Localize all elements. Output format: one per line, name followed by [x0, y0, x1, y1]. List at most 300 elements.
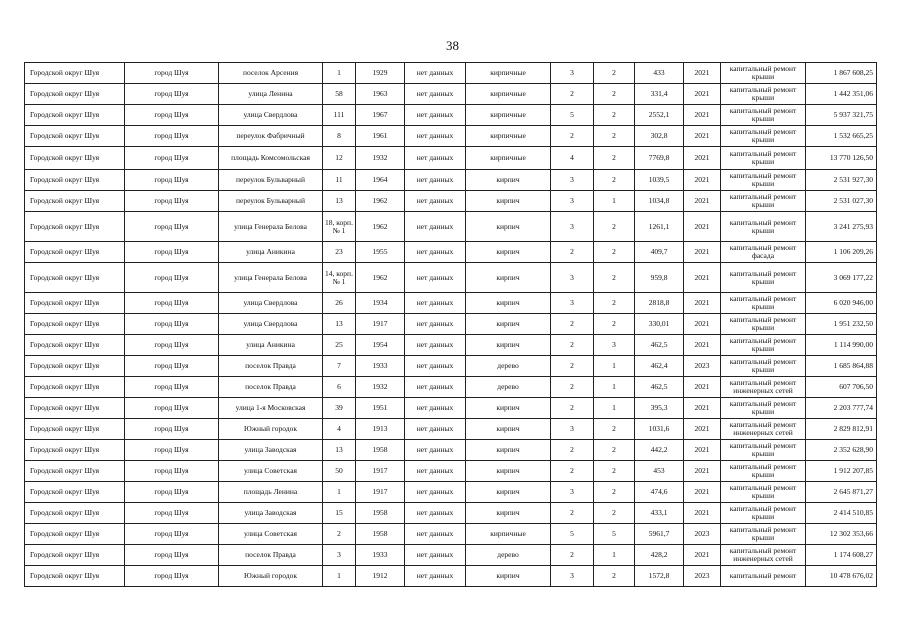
cell-area: 462,5 — [635, 377, 684, 398]
cell-build-year: 1967 — [356, 105, 405, 126]
cell-street: улица Заводская — [219, 503, 323, 524]
cell-cost: 1 174 608,27 — [806, 545, 877, 566]
cell-settlement: город Шуя — [125, 191, 219, 212]
cell-repair-year: 2021 — [684, 263, 721, 293]
cell-cost: 2 203 777,74 — [806, 398, 877, 419]
cell-build-year: 1929 — [356, 63, 405, 84]
housing-registry-table — [24, 62, 877, 587]
cell-entrances: 2 — [594, 503, 635, 524]
cell-municipality: Городской округ Шуя — [25, 126, 125, 147]
cell-commissioning: нет данных — [405, 440, 466, 461]
cell-commissioning: нет данных — [405, 482, 466, 503]
cell-wall-material: кирпич — [466, 170, 551, 191]
cell-house-number: 7 — [323, 356, 356, 377]
cell-street: улица Аникина — [219, 242, 323, 263]
cell-house-number: 4 — [323, 419, 356, 440]
cell-street: площадь Ленина — [219, 482, 323, 503]
cell-floors: 3 — [551, 212, 594, 242]
cell-build-year: 1917 — [356, 461, 405, 482]
cell-house-number: 23 — [323, 242, 356, 263]
cell-build-year: 1913 — [356, 419, 405, 440]
cell-area: 959,8 — [635, 263, 684, 293]
cell-repair-year: 2021 — [684, 242, 721, 263]
cell-repair-year: 2021 — [684, 398, 721, 419]
cell-area: 453 — [635, 461, 684, 482]
cell-repair-year: 2021 — [684, 314, 721, 335]
cell-commissioning: нет данных — [405, 503, 466, 524]
cell-wall-material: кирпич — [466, 263, 551, 293]
table-row — [25, 377, 877, 398]
cell-build-year: 1934 — [356, 293, 405, 314]
cell-street: улица 1-я Московская — [219, 398, 323, 419]
cell-settlement: город Шуя — [125, 242, 219, 263]
cell-repair-year: 2021 — [684, 212, 721, 242]
cell-street: улица Свердлова — [219, 314, 323, 335]
cell-area: 302,8 — [635, 126, 684, 147]
cell-settlement: город Шуя — [125, 566, 219, 587]
cell-area: 5961,7 — [635, 524, 684, 545]
cell-entrances: 2 — [594, 314, 635, 335]
cell-cost: 10 478 676,02 — [806, 566, 877, 587]
cell-entrances: 1 — [594, 545, 635, 566]
cell-entrances: 3 — [594, 335, 635, 356]
cell-settlement: город Шуя — [125, 482, 219, 503]
cell-cost: 1 106 209,26 — [806, 242, 877, 263]
cell-settlement: город Шуя — [125, 105, 219, 126]
cell-wall-material: кирпичные — [466, 147, 551, 170]
cell-settlement: город Шуя — [125, 126, 219, 147]
cell-municipality: Городской округ Шуя — [25, 335, 125, 356]
cell-street: переулок Фабричный — [219, 126, 323, 147]
cell-floors: 2 — [551, 335, 594, 356]
table-row — [25, 126, 877, 147]
cell-settlement: город Шуя — [125, 335, 219, 356]
cell-area: 330,01 — [635, 314, 684, 335]
cell-area: 1572,8 — [635, 566, 684, 587]
cell-municipality: Городской округ Шуя — [25, 566, 125, 587]
cell-repair-year: 2021 — [684, 440, 721, 461]
cell-settlement: город Шуя — [125, 356, 219, 377]
cell-wall-material: кирпич — [466, 212, 551, 242]
cell-floors: 3 — [551, 566, 594, 587]
cell-wall-material: кирпич — [466, 503, 551, 524]
table-row — [25, 105, 877, 126]
cell-entrances: 2 — [594, 212, 635, 242]
cell-street: улица Заводская — [219, 440, 323, 461]
cell-entrances: 2 — [594, 126, 635, 147]
cell-entrances: 5 — [594, 524, 635, 545]
cell-work-type: капитальный ремонт крыши — [721, 105, 806, 126]
cell-entrances: 1 — [594, 356, 635, 377]
cell-build-year: 1933 — [356, 356, 405, 377]
cell-cost: 2 829 812,91 — [806, 419, 877, 440]
cell-house-number: 18, корп. № 1 — [323, 212, 356, 242]
cell-build-year: 1917 — [356, 482, 405, 503]
cell-street: улица Аникина — [219, 335, 323, 356]
cell-floors: 3 — [551, 191, 594, 212]
cell-cost: 6 020 946,00 — [806, 293, 877, 314]
cell-area: 1261,1 — [635, 212, 684, 242]
cell-cost: 2 531 927,30 — [806, 170, 877, 191]
cell-street: Южный городок — [219, 419, 323, 440]
cell-wall-material: дерево — [466, 356, 551, 377]
cell-work-type: капитальный ремонт крыши — [721, 482, 806, 503]
cell-build-year: 1933 — [356, 545, 405, 566]
cell-commissioning: нет данных — [405, 293, 466, 314]
cell-build-year: 1958 — [356, 524, 405, 545]
cell-cost: 3 069 177,22 — [806, 263, 877, 293]
cell-work-type: капитальный ремонт фасада — [721, 242, 806, 263]
table-row — [25, 63, 877, 84]
cell-repair-year: 2021 — [684, 84, 721, 105]
cell-settlement: город Шуя — [125, 398, 219, 419]
cell-entrances: 2 — [594, 147, 635, 170]
table-row — [25, 147, 877, 170]
cell-work-type: капитальный ремонт крыши — [721, 170, 806, 191]
cell-municipality: Городской округ Шуя — [25, 524, 125, 545]
cell-cost: 13 770 126,50 — [806, 147, 877, 170]
cell-floors: 3 — [551, 293, 594, 314]
table-row — [25, 335, 877, 356]
cell-work-type: капитальный ремонт крыши — [721, 147, 806, 170]
cell-work-type: капитальный ремонт инженерных сетей — [721, 419, 806, 440]
cell-settlement: город Шуя — [125, 545, 219, 566]
cell-entrances: 2 — [594, 566, 635, 587]
cell-area: 462,4 — [635, 356, 684, 377]
cell-work-type: капитальный ремонт крыши — [721, 84, 806, 105]
cell-repair-year: 2021 — [684, 335, 721, 356]
cell-work-type: капитальный ремонт крыши — [721, 335, 806, 356]
cell-cost: 1 114 990,00 — [806, 335, 877, 356]
cell-floors: 2 — [551, 398, 594, 419]
cell-floors: 3 — [551, 263, 594, 293]
cell-area: 7769,8 — [635, 147, 684, 170]
cell-work-type: капитальный ремонт крыши — [721, 212, 806, 242]
table-row — [25, 314, 877, 335]
cell-repair-year: 2021 — [684, 170, 721, 191]
cell-municipality: Городской округ Шуя — [25, 356, 125, 377]
cell-build-year: 1912 — [356, 566, 405, 587]
cell-settlement: город Шуя — [125, 84, 219, 105]
cell-commissioning: нет данных — [405, 63, 466, 84]
table-row — [25, 191, 877, 212]
table-row — [25, 461, 877, 482]
cell-area: 474,6 — [635, 482, 684, 503]
table-row — [25, 545, 877, 566]
cell-floors: 5 — [551, 105, 594, 126]
cell-entrances: 2 — [594, 105, 635, 126]
cell-commissioning: нет данных — [405, 335, 466, 356]
table-row — [25, 440, 877, 461]
cell-commissioning: нет данных — [405, 377, 466, 398]
cell-street: переулок Бульварный — [219, 170, 323, 191]
cell-area: 2818,8 — [635, 293, 684, 314]
cell-street: площадь Комсомольская — [219, 147, 323, 170]
cell-commissioning: нет данных — [405, 419, 466, 440]
cell-entrances: 2 — [594, 293, 635, 314]
cell-build-year: 1962 — [356, 212, 405, 242]
cell-wall-material: кирпичные — [466, 126, 551, 147]
cell-municipality: Городской округ Шуя — [25, 545, 125, 566]
cell-settlement: город Шуя — [125, 212, 219, 242]
cell-floors: 2 — [551, 84, 594, 105]
cell-work-type: капитальный ремонт инженерных сетей — [721, 545, 806, 566]
cell-settlement: город Шуя — [125, 440, 219, 461]
cell-work-type: капитальный ремонт крыши — [721, 356, 806, 377]
cell-entrances: 1 — [594, 191, 635, 212]
cell-floors: 4 — [551, 147, 594, 170]
cell-street: улица Свердлова — [219, 105, 323, 126]
cell-work-type: капитальный ремонт крыши — [721, 293, 806, 314]
cell-repair-year: 2021 — [684, 377, 721, 398]
cell-area: 442,2 — [635, 440, 684, 461]
cell-area: 462,5 — [635, 335, 684, 356]
cell-municipality: Городской округ Шуя — [25, 263, 125, 293]
cell-entrances: 2 — [594, 63, 635, 84]
cell-house-number: 11 — [323, 170, 356, 191]
cell-house-number: 39 — [323, 398, 356, 419]
cell-repair-year: 2023 — [684, 356, 721, 377]
cell-settlement: город Шуя — [125, 314, 219, 335]
cell-build-year: 1962 — [356, 263, 405, 293]
cell-cost: 12 302 353,66 — [806, 524, 877, 545]
cell-commissioning: нет данных — [405, 126, 466, 147]
cell-cost: 1 532 665,25 — [806, 126, 877, 147]
cell-wall-material: кирпич — [466, 482, 551, 503]
cell-street: переулок Бульварный — [219, 191, 323, 212]
cell-house-number: 111 — [323, 105, 356, 126]
cell-work-type: капитальный ремонт — [721, 566, 806, 587]
cell-wall-material: дерево — [466, 545, 551, 566]
cell-repair-year: 2021 — [684, 482, 721, 503]
cell-municipality: Городской округ Шуя — [25, 105, 125, 126]
cell-floors: 2 — [551, 461, 594, 482]
table-row — [25, 356, 877, 377]
cell-build-year: 1961 — [356, 126, 405, 147]
cell-cost: 2 414 510,85 — [806, 503, 877, 524]
cell-street: поселок Арсения — [219, 63, 323, 84]
cell-commissioning: нет данных — [405, 147, 466, 170]
table-row — [25, 170, 877, 191]
cell-floors: 2 — [551, 242, 594, 263]
cell-municipality: Городской округ Шуя — [25, 440, 125, 461]
cell-build-year: 1964 — [356, 170, 405, 191]
cell-house-number: 13 — [323, 191, 356, 212]
cell-commissioning: нет данных — [405, 461, 466, 482]
cell-work-type: капитальный ремонт крыши — [721, 524, 806, 545]
cell-municipality: Городской округ Шуя — [25, 63, 125, 84]
cell-work-type: капитальный ремонт инженерных сетей — [721, 377, 806, 398]
cell-street: поселок Правда — [219, 545, 323, 566]
cell-build-year: 1958 — [356, 440, 405, 461]
cell-entrances: 2 — [594, 419, 635, 440]
cell-wall-material: дерево — [466, 377, 551, 398]
cell-entrances: 2 — [594, 461, 635, 482]
cell-build-year: 1917 — [356, 314, 405, 335]
cell-area: 428,2 — [635, 545, 684, 566]
cell-area: 433 — [635, 63, 684, 84]
table-row — [25, 419, 877, 440]
cell-repair-year: 2021 — [684, 461, 721, 482]
cell-floors: 3 — [551, 419, 594, 440]
cell-wall-material: кирпич — [466, 314, 551, 335]
cell-street: поселок Правда — [219, 377, 323, 398]
cell-floors: 3 — [551, 63, 594, 84]
cell-house-number: 15 — [323, 503, 356, 524]
table-row — [25, 503, 877, 524]
cell-municipality: Городской округ Шуя — [25, 482, 125, 503]
cell-house-number: 3 — [323, 545, 356, 566]
cell-repair-year: 2021 — [684, 191, 721, 212]
cell-floors: 2 — [551, 503, 594, 524]
cell-commissioning: нет данных — [405, 356, 466, 377]
cell-wall-material: кирпич — [466, 335, 551, 356]
cell-municipality: Городской округ Шуя — [25, 212, 125, 242]
cell-municipality: Городской округ Шуя — [25, 419, 125, 440]
cell-settlement: город Шуя — [125, 503, 219, 524]
cell-house-number: 26 — [323, 293, 356, 314]
cell-entrances: 2 — [594, 482, 635, 503]
cell-work-type: капитальный ремонт крыши — [721, 503, 806, 524]
table-row — [25, 212, 877, 242]
table-row — [25, 398, 877, 419]
table-row — [25, 524, 877, 545]
cell-cost: 1 685 864,88 — [806, 356, 877, 377]
cell-street: улица Свердлова — [219, 293, 323, 314]
cell-cost: 1 912 207,85 — [806, 461, 877, 482]
cell-wall-material: кирпич — [466, 242, 551, 263]
cell-settlement: город Шуя — [125, 461, 219, 482]
cell-work-type: капитальный ремонт крыши — [721, 314, 806, 335]
cell-repair-year: 2023 — [684, 566, 721, 587]
cell-repair-year: 2021 — [684, 63, 721, 84]
cell-commissioning: нет данных — [405, 263, 466, 293]
cell-repair-year: 2021 — [684, 105, 721, 126]
cell-floors: 3 — [551, 482, 594, 503]
cell-municipality: Городской округ Шуя — [25, 170, 125, 191]
cell-floors: 2 — [551, 356, 594, 377]
cell-wall-material: кирпич — [466, 566, 551, 587]
cell-house-number: 50 — [323, 461, 356, 482]
cell-house-number: 58 — [323, 84, 356, 105]
cell-commissioning: нет данных — [405, 191, 466, 212]
cell-area: 331,4 — [635, 84, 684, 105]
cell-commissioning: нет данных — [405, 105, 466, 126]
cell-house-number: 1 — [323, 482, 356, 503]
cell-commissioning: нет данных — [405, 314, 466, 335]
cell-cost: 1 951 232,50 — [806, 314, 877, 335]
cell-cost: 2 645 871,27 — [806, 482, 877, 503]
cell-repair-year: 2021 — [684, 503, 721, 524]
cell-build-year: 1951 — [356, 398, 405, 419]
cell-cost: 3 241 275,93 — [806, 212, 877, 242]
cell-area: 1031,6 — [635, 419, 684, 440]
cell-settlement: город Шуя — [125, 63, 219, 84]
cell-floors: 2 — [551, 377, 594, 398]
cell-house-number: 14, корп. № 1 — [323, 263, 356, 293]
cell-work-type: капитальный ремонт крыши — [721, 126, 806, 147]
cell-area: 433,1 — [635, 503, 684, 524]
cell-repair-year: 2021 — [684, 419, 721, 440]
cell-house-number: 1 — [323, 63, 356, 84]
cell-house-number: 12 — [323, 147, 356, 170]
cell-area: 1039,5 — [635, 170, 684, 191]
cell-build-year: 1958 — [356, 503, 405, 524]
cell-repair-year: 2021 — [684, 293, 721, 314]
cell-settlement: город Шуя — [125, 419, 219, 440]
cell-municipality: Городской округ Шуя — [25, 242, 125, 263]
cell-wall-material: кирпичные — [466, 524, 551, 545]
cell-cost: 2 531 027,30 — [806, 191, 877, 212]
cell-municipality: Городской округ Шуя — [25, 377, 125, 398]
cell-wall-material: кирпич — [466, 293, 551, 314]
cell-entrances: 2 — [594, 263, 635, 293]
cell-commissioning: нет данных — [405, 566, 466, 587]
cell-municipality: Городской округ Шуя — [25, 191, 125, 212]
cell-street: улица Советская — [219, 524, 323, 545]
cell-floors: 2 — [551, 314, 594, 335]
cell-area: 2552,1 — [635, 105, 684, 126]
cell-build-year: 1963 — [356, 84, 405, 105]
cell-work-type: капитальный ремонт крыши — [721, 440, 806, 461]
cell-house-number: 13 — [323, 314, 356, 335]
cell-wall-material: кирпич — [466, 419, 551, 440]
cell-municipality: Городской округ Шуя — [25, 147, 125, 170]
cell-build-year: 1954 — [356, 335, 405, 356]
cell-entrances: 2 — [594, 440, 635, 461]
page-number: 38 — [446, 38, 459, 53]
cell-area: 1034,8 — [635, 191, 684, 212]
cell-commissioning: нет данных — [405, 524, 466, 545]
cell-cost: 2 352 628,90 — [806, 440, 877, 461]
cell-wall-material: кирпич — [466, 398, 551, 419]
cell-build-year: 1932 — [356, 377, 405, 398]
cell-municipality: Городской округ Шуя — [25, 84, 125, 105]
cell-floors: 2 — [551, 440, 594, 461]
cell-street: улица Генерала Белова — [219, 212, 323, 242]
cell-wall-material: кирпич — [466, 461, 551, 482]
table-row — [25, 263, 877, 293]
cell-commissioning: нет данных — [405, 242, 466, 263]
cell-municipality: Городской округ Шуя — [25, 503, 125, 524]
cell-street: Южный городок — [219, 566, 323, 587]
cell-commissioning: нет данных — [405, 170, 466, 191]
cell-settlement: город Шуя — [125, 293, 219, 314]
cell-entrances: 2 — [594, 242, 635, 263]
cell-repair-year: 2021 — [684, 147, 721, 170]
cell-cost: 1 867 608,25 — [806, 63, 877, 84]
cell-commissioning: нет данных — [405, 84, 466, 105]
cell-municipality: Городской округ Шуя — [25, 398, 125, 419]
cell-settlement: город Шуя — [125, 524, 219, 545]
cell-floors: 2 — [551, 545, 594, 566]
cell-repair-year: 2021 — [684, 545, 721, 566]
cell-work-type: капитальный ремонт крыши — [721, 461, 806, 482]
cell-house-number: 13 — [323, 440, 356, 461]
cell-cost: 5 937 321,75 — [806, 105, 877, 126]
cell-wall-material: кирпич — [466, 191, 551, 212]
cell-house-number: 25 — [323, 335, 356, 356]
cell-cost: 1 442 351,06 — [806, 84, 877, 105]
cell-work-type: капитальный ремонт крыши — [721, 191, 806, 212]
cell-street: поселок Правда — [219, 356, 323, 377]
cell-build-year: 1932 — [356, 147, 405, 170]
cell-wall-material: кирпичные — [466, 105, 551, 126]
cell-work-type: капитальный ремонт крыши — [721, 398, 806, 419]
cell-settlement: город Шуя — [125, 170, 219, 191]
table-row — [25, 482, 877, 503]
cell-entrances: 1 — [594, 398, 635, 419]
